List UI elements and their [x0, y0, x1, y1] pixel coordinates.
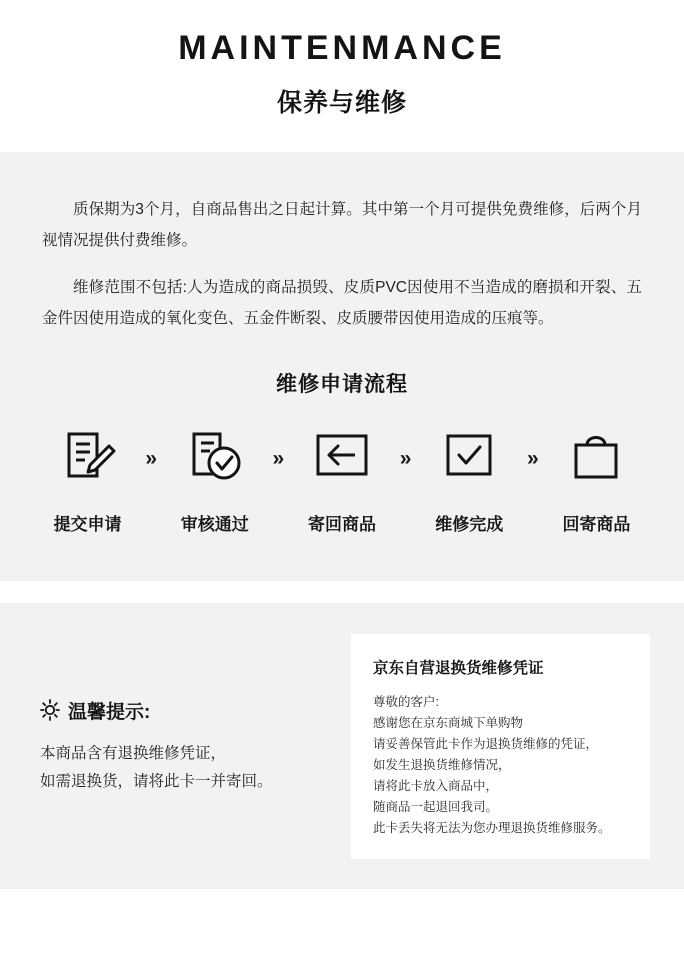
- warranty-section: [0, 152, 684, 581]
- flow-step-send-back: [296, 428, 387, 535]
- voucher-card-line: 请将此卡放入商品中，: [372, 778, 498, 793]
- flow-step-label: 回寄商品: [562, 515, 631, 534]
- flow-section-title: 维修申请流程: [276, 373, 408, 396]
- flow-arrow-icon: »: [526, 447, 539, 470]
- checkbox-square-icon: [440, 428, 498, 490]
- flow-arrow-icon: »: [145, 447, 158, 470]
- page-header: [0, 0, 684, 152]
- flow-arrow-icon: »: [399, 447, 412, 470]
- voucher-card-line: 此卡丢失将无法为您办理退换货维修服务。: [372, 820, 611, 835]
- repair-flow: [42, 428, 642, 535]
- flow-step-submit: [42, 428, 133, 535]
- warranty-paragraph-1: 质保期为3个月，自商品售出之日起计算。其中第一个月可提供免费维修，后两个月视情况提供付费维修。: [42, 201, 642, 249]
- voucher-card-line: 请妥善保管此卡作为退换货维修的凭证，: [372, 736, 598, 751]
- voucher-card-line: 如发生退换货维修情况，: [372, 757, 511, 772]
- flow-step-return-goods: [551, 428, 642, 535]
- tips-line: 本商品含有退换维修凭证，: [40, 744, 227, 762]
- voucher-card-line: 随商品一起退回我司。: [372, 799, 498, 814]
- lightbulb-icon: [40, 699, 60, 721]
- page-title: MAINTENMANCE: [178, 29, 506, 67]
- voucher-card-line: 感谢您在京东商城下单购物: [372, 715, 523, 730]
- flow-step-approved: [169, 428, 260, 535]
- tips-line: 如需退换货，请将此卡一并寄回。: [40, 772, 273, 790]
- warranty-paragraph-2: 维修范围不包括:人为造成的商品损毁、皮质PVC因使用不当造成的磨损和开裂、五金件因使用造成的氧化变色、五金件断裂、皮质腰带因使用造成的压痕等。: [42, 279, 642, 327]
- tips-block: [34, 697, 325, 796]
- voucher-card: [351, 634, 650, 859]
- check-circle-document-icon: [186, 428, 244, 490]
- document-edit-icon: [59, 428, 117, 490]
- section-divider: [0, 581, 684, 603]
- flow-step-label: 审核通过: [180, 515, 249, 534]
- tips-title: 温馨提示:: [68, 701, 151, 723]
- flow-arrow-icon: »: [272, 447, 285, 470]
- voucher-card-title: 京东自营退换货维修凭证: [372, 659, 544, 677]
- flow-step-label: 维修完成: [435, 515, 504, 534]
- shopping-bag-icon: [567, 428, 625, 490]
- flow-step-label: 寄回商品: [308, 515, 376, 534]
- tips-header: [40, 697, 325, 724]
- return-arrow-box-icon: [313, 428, 371, 490]
- page-subtitle: 保养与维修: [276, 88, 407, 117]
- flow-step-repair-done: [424, 428, 515, 535]
- flow-step-label: 提交申请: [53, 515, 122, 534]
- tips-section: [0, 603, 684, 889]
- voucher-card-line: 尊敬的客户:: [372, 694, 439, 709]
